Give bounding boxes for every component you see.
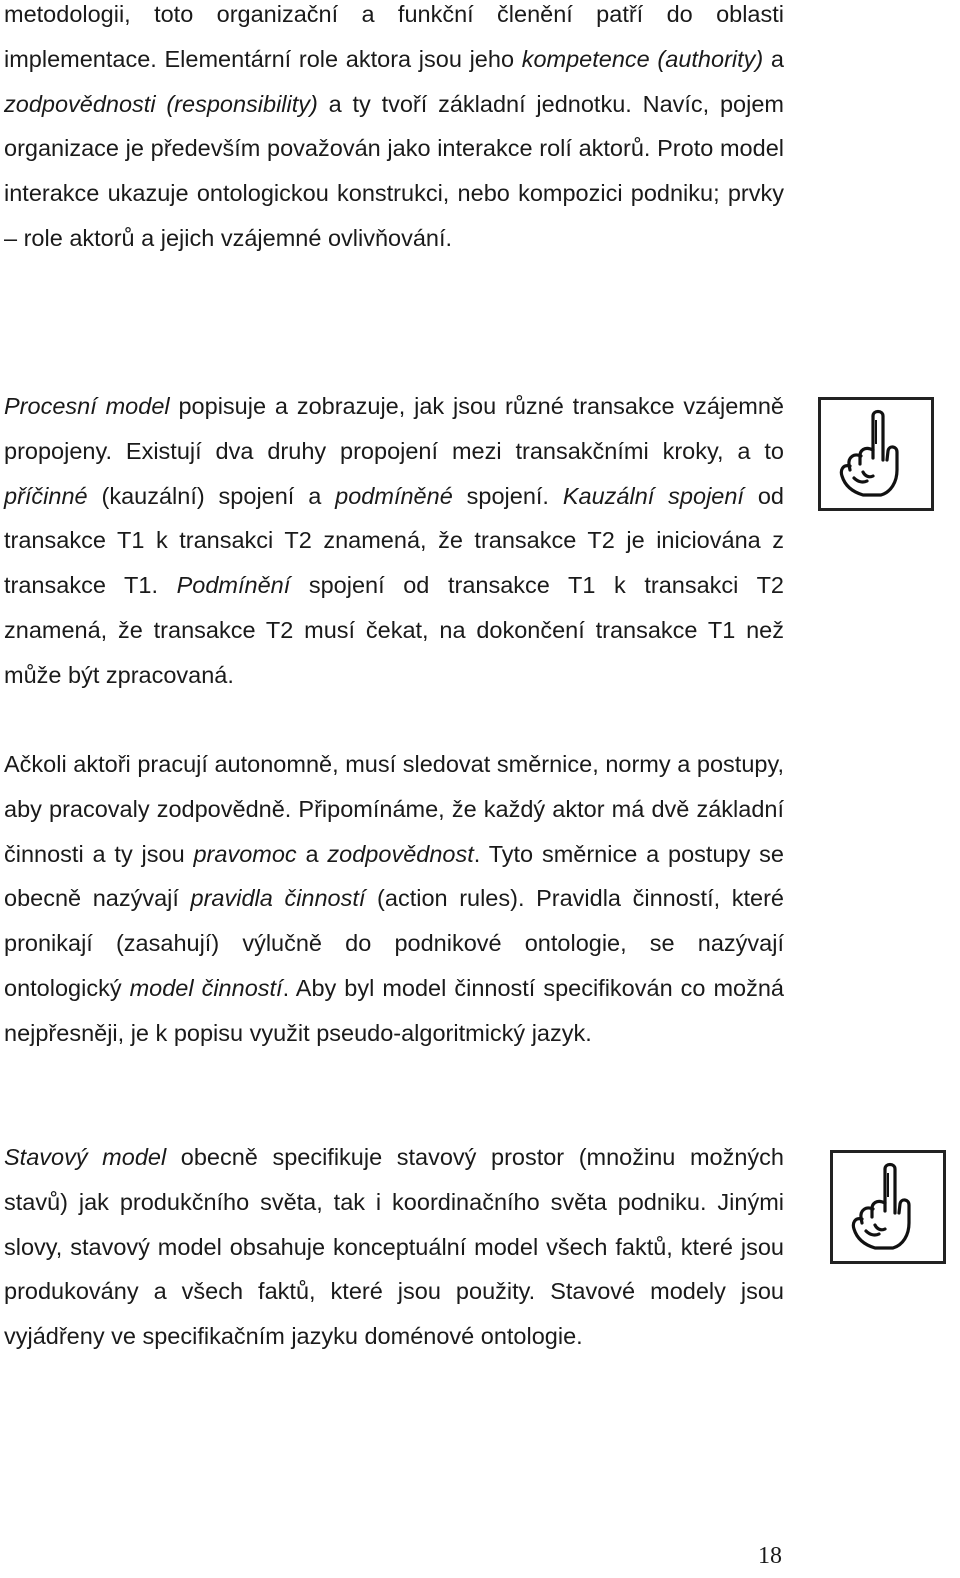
text-run: od transakce T1 k transakci T2 znamená, že transakce T2 je iniciována z transakce T1. <box>4 482 784 599</box>
emphasized-term: zodpovědnost <box>327 840 474 867</box>
pointing-hand-icon <box>818 397 934 511</box>
text-run: metodologii, toto organizační a funkční členění patří do oblasti implementace. Elementární role aktora jsou jeho <box>4 1 784 72</box>
emphasized-term: Podmínění <box>176 572 291 599</box>
text-run: spojení. <box>452 482 563 509</box>
emphasized-term: Kauzální spojení <box>562 482 744 509</box>
emphasized-term: Procesní model <box>4 393 170 419</box>
page-number: 18 <box>758 1543 782 1569</box>
emphasized-term: příčinné <box>4 482 88 509</box>
text-run: (kauzální) spojení a <box>87 482 336 509</box>
text-run: (action rules). Pravidla činností, které pronikají (zasahují) výlučně do podnikové ontologie, se nazývají ontologický <box>4 885 784 1001</box>
text-run: obecně specifikuje stavový prostor (množinu možných stavů) jak produkčního světa, tak i koordinačního světa podniku. Jinými slovy, stavový model obsahuje konceptuální model všech faktů, které jsou produkovány a všech faktů, které jsou použity. Stavové modely jsou vyjádřeny ve specifikačním jazyku doménové ontologie. <box>4 1144 784 1350</box>
paragraph-process-model <box>4 384 784 698</box>
paragraph-action-rules <box>4 742 784 1056</box>
emphasized-term: podmíněné <box>335 482 453 509</box>
paragraph-interaction-model <box>4 0 784 261</box>
pointing-hand-icon <box>833 1153 943 1261</box>
emphasized-term: Stavový model <box>4 1144 167 1170</box>
emphasized-term: model činností <box>129 974 283 1001</box>
text-run: a <box>296 840 328 867</box>
text-run: popisuje a zobrazuje, jak jsou různé transakce vzájemně propojeny. Existují dva druhy propojení mezi transakčními kroky, a to <box>4 393 784 464</box>
text-run: . Aby byl model činností specifikován co možná nejpřesněji, je k popisu využit pseudo-algoritmický jazyk. <box>4 974 784 1046</box>
emphasized-term: zodpovědnosti (responsibility) <box>4 90 318 117</box>
emphasized-term: kompetence (authority) <box>521 45 764 72</box>
pointing-hand-icon <box>830 1150 946 1264</box>
paragraph-state-model <box>4 1135 784 1359</box>
text-run: spojení od transakce T1 k transakci T2 znamená, že transakce T2 musí čekat, na dokončení transakce T1 než může být zpracovaná. <box>4 572 784 688</box>
text-run: Ačkoli aktoři pracují autonomně, musí sledovat směrnice, normy a postupy, aby pracovaly zodpovědně. Připomínáme, že každý aktor má dvě základní činnosti a ty jsou <box>4 751 784 867</box>
text-run: . Tyto směrnice a postupy se obecně nazývají <box>4 840 784 912</box>
emphasized-term: pravomoc <box>193 840 297 867</box>
text-run: a <box>763 45 784 72</box>
emphasized-term: pravidla činností <box>190 885 366 912</box>
text-run: a ty tvoří základní jednotku. Navíc, pojem organizace je především považován jako interakce rolí aktorů. Proto model interakce ukazuje ontologickou konstrukci, nebo kompozici podniku; prvky – role aktorů a jejich vzájemné ovlivňování. <box>4 90 784 251</box>
pointing-hand-icon <box>821 400 931 508</box>
